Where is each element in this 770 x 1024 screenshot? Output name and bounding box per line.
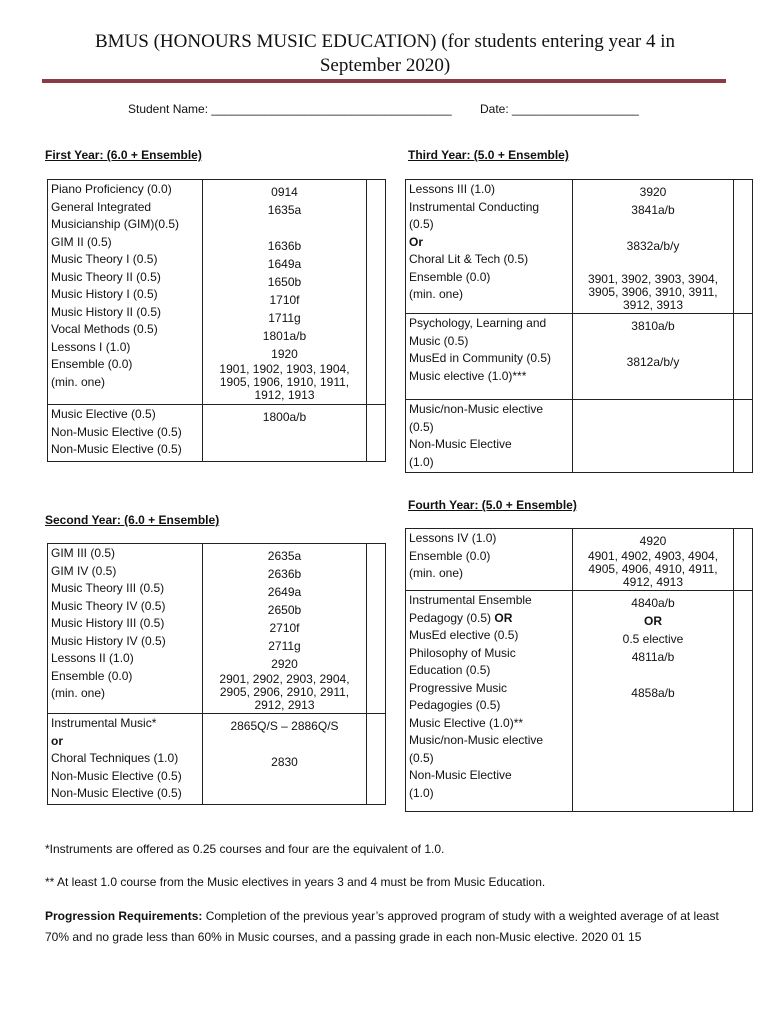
- course-name: GIM II (0.5): [51, 234, 112, 249]
- course-codes: [202, 180, 366, 405]
- progression-label: Progression Requirements:: [45, 909, 203, 923]
- course-name: Non-Music Elective: [409, 768, 512, 782]
- course-names: [48, 180, 203, 405]
- course-name: Non-Music Elective: [409, 437, 512, 451]
- third-year-table: [405, 179, 753, 473]
- course-name: Vocal Methods (0.5): [51, 322, 158, 336]
- course-code: 1649a: [267, 257, 302, 271]
- course-code: 3812a/b/y: [626, 355, 680, 369]
- course-name: Non-Music Elective (0.5): [51, 424, 182, 439]
- course-code: [206, 735, 363, 753]
- third-year-heading: Third Year: (5.0 + Ensemble): [408, 148, 569, 162]
- course-group: [406, 591, 753, 812]
- course-code: 2830: [271, 755, 298, 769]
- course-name: (1.0): [409, 454, 434, 469]
- course-code: 4912, 4913: [622, 575, 684, 589]
- course-name: Music elective (1.0)***: [409, 368, 527, 383]
- course-codes: [573, 314, 734, 400]
- checkbox-cell[interactable]: [367, 714, 386, 805]
- checkbox-cell[interactable]: [734, 591, 753, 812]
- course-group: [406, 314, 753, 400]
- course-name: Choral Techniques (1.0): [51, 751, 179, 765]
- course-name: Lessons III (1.0): [409, 182, 496, 196]
- second-year-table: [47, 543, 386, 805]
- course-code: [206, 219, 363, 237]
- course-code: 3832a/b/y: [626, 239, 680, 253]
- course-code: 2920: [271, 657, 298, 671]
- course-codes: [202, 714, 366, 805]
- checkbox-cell[interactable]: [367, 544, 386, 714]
- course-name: Music Elective (1.0)**: [409, 715, 524, 730]
- course-group: [406, 180, 753, 314]
- course-name: (min. one): [51, 686, 106, 700]
- checkbox-cell[interactable]: [367, 405, 386, 462]
- course-code: 1710f: [269, 293, 300, 307]
- course-code: 1635a: [267, 203, 302, 217]
- course-group: [48, 714, 386, 805]
- or-emphasis: OR: [494, 610, 513, 625]
- course-name: Music (0.5): [409, 333, 469, 348]
- course-code: 2901, 2902, 2903, 2904,: [219, 672, 350, 686]
- course-codes: [573, 591, 734, 812]
- course-code: 4901, 4902, 4903, 4904,: [587, 549, 719, 563]
- course-name: Non-Music Elective (0.5): [51, 768, 182, 783]
- page-title: [40, 30, 730, 78]
- course-name: Music Theory I (0.5): [51, 252, 158, 266]
- checkbox-cell[interactable]: [367, 180, 386, 405]
- course-name: Philosophy of Music: [409, 645, 516, 660]
- course-code: 2865Q/S – 2886Q/S: [230, 719, 339, 733]
- course-name: Non-Music Elective (0.5): [51, 786, 182, 800]
- course-code: 1636b: [267, 239, 302, 253]
- course-names: [48, 405, 203, 462]
- second-year-heading: Second Year: (6.0 + Ensemble): [45, 513, 220, 527]
- course-name: Progressive Music: [409, 680, 508, 695]
- course-name: Pedagogy (0.5) OR: [409, 610, 513, 625]
- course-names: [406, 529, 573, 591]
- course-group: [48, 544, 386, 714]
- checkbox-cell[interactable]: [734, 180, 753, 314]
- course-code: [576, 219, 730, 237]
- course-name: (0.5): [409, 750, 434, 765]
- course-code: 2650b: [267, 603, 302, 617]
- course-name: Music Theory II (0.5): [51, 269, 161, 284]
- course-name: Choral Lit & Tech (0.5): [409, 252, 529, 266]
- course-code: 4905, 4906, 4910, 4911,: [588, 562, 718, 576]
- footnote-instruments: *Instruments are offered as 0.25 courses and four are the equivalent of 1.0.: [45, 842, 445, 856]
- footnote-electives: ** At least 1.0 course from the Music electives in years 3 and 4 must be from Music Education.: [45, 875, 546, 889]
- course-code: 1650b: [267, 275, 302, 289]
- course-code: 1905, 1906, 1910, 1911,: [219, 375, 350, 389]
- course-code: 2711g: [268, 639, 301, 653]
- course-name: General Integrated: [51, 199, 152, 214]
- course-code: 1711g: [268, 311, 301, 325]
- course-name: MusEd in Community (0.5): [409, 351, 552, 365]
- course-name: Instrumental Music*: [51, 716, 157, 730]
- course-code: 0914: [271, 185, 298, 199]
- course-name: Music/non-Music elective: [409, 733, 544, 747]
- course-name: Ensemble (0.0): [51, 357, 133, 371]
- course-name: Or: [409, 234, 424, 249]
- course-name: Musicianship (GIM)(0.5): [51, 217, 180, 231]
- course-code: 2636b: [267, 567, 302, 581]
- fourth-year-table: [405, 528, 753, 812]
- course-code: 4920: [639, 534, 667, 548]
- course-code: 2710f: [269, 621, 300, 635]
- course-name: Pedagogies (0.5): [409, 698, 501, 712]
- course-name: Lessons I (1.0): [51, 339, 131, 354]
- course-codes: [573, 400, 734, 473]
- course-name: Music Elective (0.5): [51, 407, 156, 421]
- course-group: [406, 529, 753, 591]
- course-name: (min. one): [409, 566, 464, 580]
- course-code: 1800a/b: [262, 410, 307, 424]
- first-year-table: [47, 179, 386, 462]
- course-code: 2905, 2906, 2910, 2911,: [219, 685, 350, 699]
- course-code: 4858a/b: [631, 686, 675, 700]
- course-name: GIM IV (0.5): [51, 563, 117, 578]
- course-name: Music History IV (0.5): [51, 633, 166, 648]
- title-divider: [42, 79, 726, 83]
- course-group: [48, 405, 386, 462]
- course-code: [576, 666, 730, 684]
- course-names: [406, 180, 573, 314]
- course-name: Music Theory III (0.5): [51, 581, 165, 595]
- course-code: 4840a/b: [631, 596, 675, 610]
- course-code: 3810a/b: [631, 319, 675, 333]
- course-code: 2649a: [267, 585, 302, 599]
- course-name: Psychology, Learning and: [409, 316, 547, 330]
- course-name: Music History III (0.5): [51, 616, 165, 630]
- course-name: Lessons IV (1.0): [409, 531, 497, 545]
- student-name-field[interactable]: Student Name: ____________________________________: [128, 102, 452, 116]
- course-name: (min. one): [51, 374, 106, 389]
- course-name: Music Theory IV (0.5): [51, 598, 166, 613]
- course-name: Music/non-Music elective: [409, 402, 544, 416]
- course-name: GIM III (0.5): [51, 546, 116, 560]
- checkbox-cell[interactable]: [734, 529, 753, 591]
- course-name: Ensemble (0.0): [409, 269, 491, 284]
- course-name: Instrumental Conducting: [409, 199, 540, 214]
- course-names: [406, 400, 573, 473]
- course-code: 2635a: [267, 549, 302, 563]
- course-code: 0.5 elective: [622, 632, 684, 646]
- course-name: (min. one): [409, 287, 464, 301]
- course-code: [576, 335, 730, 353]
- course-code: 2912, 2913: [254, 698, 315, 712]
- progression-requirements: [45, 906, 735, 948]
- course-codes: [202, 405, 366, 462]
- course-code: [576, 255, 730, 273]
- course-name: or: [51, 733, 63, 748]
- title-line-2: September 2020): [319, 55, 451, 76]
- course-group: [406, 400, 753, 473]
- course-name: Music History I (0.5): [51, 287, 158, 301]
- course-code: 1920: [271, 347, 298, 361]
- course-codes: [202, 544, 366, 714]
- course-code: 4811a/b: [631, 650, 675, 664]
- course-code: 1901, 1902, 1903, 1904,: [219, 362, 350, 376]
- date-field[interactable]: Date: ___________________: [480, 102, 639, 116]
- course-code: 3920: [639, 185, 667, 199]
- checkbox-cell[interactable]: [734, 400, 753, 473]
- course-group: [48, 180, 386, 405]
- course-name: (0.5): [409, 419, 434, 434]
- course-name: MusEd elective (0.5): [409, 628, 519, 642]
- course-name: Education (0.5): [409, 663, 491, 677]
- course-names: [406, 314, 573, 400]
- course-name: Non-Music Elective (0.5): [51, 442, 182, 456]
- course-code: OR: [644, 614, 662, 628]
- checkbox-cell[interactable]: [734, 314, 753, 400]
- fourth-year-heading: Fourth Year: (5.0 + Ensemble): [408, 498, 577, 512]
- first-year-heading: First Year: (6.0 + Ensemble): [45, 148, 202, 162]
- course-name: (1.0): [409, 785, 434, 800]
- course-name: Lessons II (1.0): [51, 651, 134, 665]
- title-line-1: BMUS (HONOURS MUSIC EDUCATION) (for students entering year 4 in: [95, 31, 675, 52]
- course-codes: [573, 529, 734, 591]
- course-code: 1801a/b: [262, 329, 307, 343]
- course-codes: [573, 180, 734, 314]
- course-names: [406, 591, 573, 812]
- course-names: [48, 544, 203, 714]
- course-name: Instrumental Ensemble: [409, 593, 532, 607]
- course-name: (0.5): [409, 217, 434, 231]
- course-name: Music History II (0.5): [51, 304, 162, 319]
- course-code: 3912, 3913: [622, 298, 684, 312]
- course-code: 1912, 1913: [254, 388, 315, 402]
- course-name: Piano Proficiency (0.0): [51, 182, 172, 196]
- course-name: Ensemble (0.0): [51, 668, 133, 683]
- course-code: 3901, 3902, 3903, 3904,: [587, 272, 719, 286]
- course-name: Ensemble (0.0): [409, 548, 491, 563]
- course-names: [48, 714, 203, 805]
- progression-text: Completion of the previous year’s approved program of study with a weighted average of at least 70% and no grade less than 60% in Music courses, and a passing grade in each non-Music elective. 2020 01 15: [45, 909, 719, 944]
- course-code: 3841a/b: [631, 203, 675, 217]
- course-code: 3905, 3906, 3910, 3911,: [588, 285, 718, 299]
